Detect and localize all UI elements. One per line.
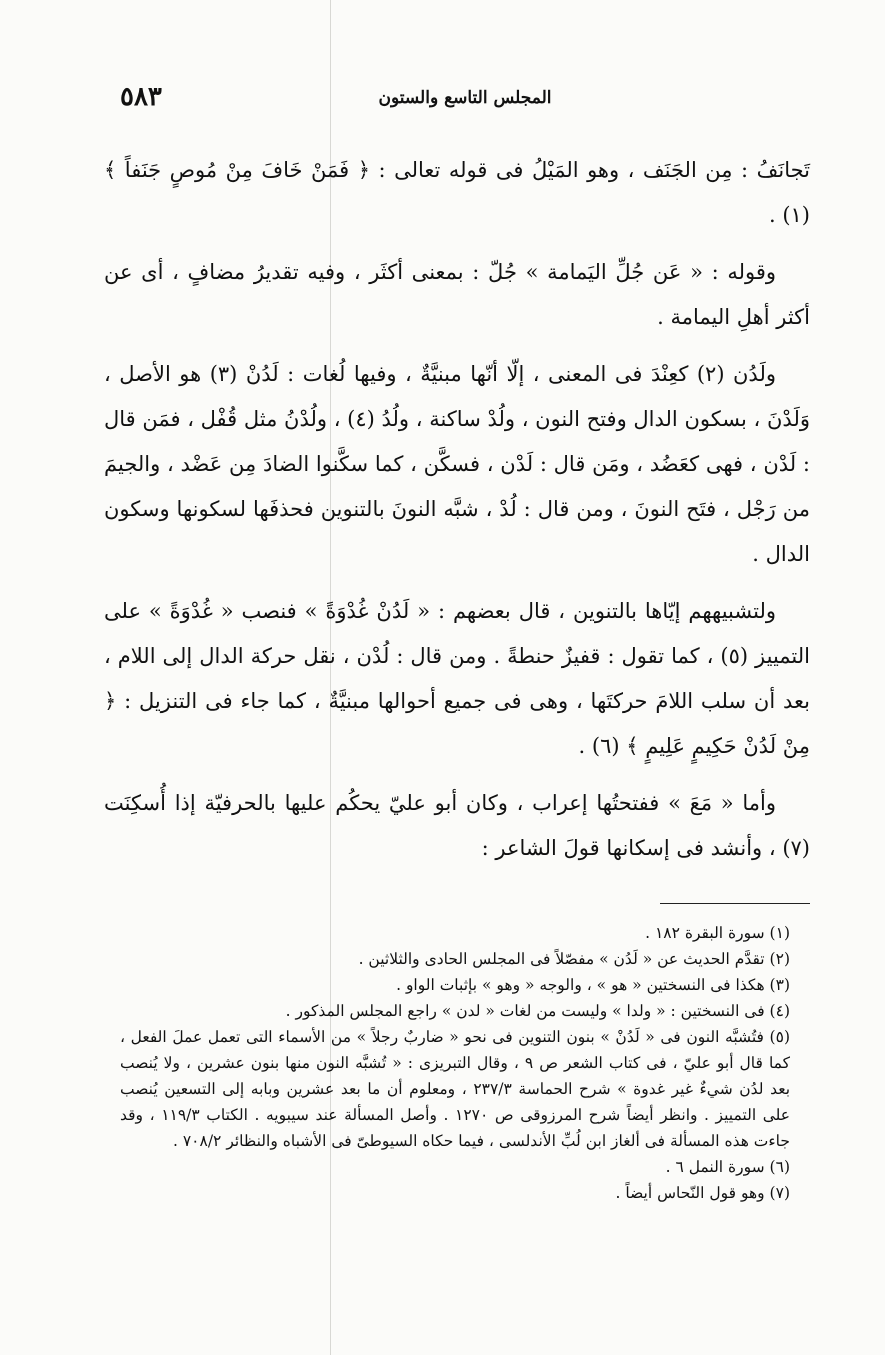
footnote-5: (٥) فتُشبَّه النون فى « لَدُنْ » بنون التنوين فى نحو « ضاربٌ رجلاً » من الأسماء التى تعمل عملَ الفعل ، كما قال أبو عليّ ، فى كتاب الشعر ص ٩ ، وقال التبريزى : « تُشبَّه النون منها بنون عشرين ، ولا يُنصب بعد لدُن شيءٌ غير غدوة » شرح الحماسة ٢٣٧/٣ ، ومعلوم أن ما بعد عشرين وبابه إلى التسعين يُنصب على التمييز . وانظر أيضاً شرح المرزوقى ص ١٢٧٠ . وأصل المسألة عند سيبويه . الكتاب ١١٩/٣ ، وقد جاءت هذه المسألة فى ألغاز ابن لُبِّ الأندلسى ، فيما حكاه السيوطىّ فى الأشباه والنظائر ٧٠٨/٢ .: [120, 1028, 791, 1150]
footnote-6: (٦) سورة النمل ٦ .: [665, 1158, 790, 1176]
page-number: ٥٨٣: [120, 82, 162, 112]
page-header: [120, 82, 810, 118]
footnote-1: (١) سورة البقرة ١٨٢ .: [645, 924, 790, 942]
footnotes: [120, 920, 810, 1206]
paragraph-ladun: ولَدُن (٢) كعِنْدَ فى المعنى ، إلّا أنّها مبنيَّةٌ ، وفيها لُغات : لَدُنْ (٣) هو الأصل ، وَلَدْنَ ، بسكون الدال وفتح النون ، ولُدْ ساكنة ، ولُدُ (٤) ، ولُدْنُ مثل قُفْل ، فمَن قال : لَدْن ، فهى كعَضُد ، ومَن قال : لَدْن ، فسكَّن ، كما سكَّنوا الضادَ مِن عَضْد ، والجيمَ من رَجْل ، فتَح النونَ ، ومن قال : لُدْ ، شبَّه النونَ بالتنوين فحذفَها لسكونها وسكون الدال .: [103, 362, 810, 566]
footnote-3: (٣) هكذا فى النسختين « هو » ، والوجه « وهو » بإثبات الواو .: [396, 976, 790, 994]
footnote-7: (٧) وهو قول النّحاس أيضاً .: [615, 1184, 790, 1202]
paragraph-jull-alyamama: وقوله : « عَن جُلِّ اليَمامة » جُلّ : بمعنى أكثَر ، وفيه تقديرُ مضافٍ ، أى عن أكثر أهلِ اليمامة .: [104, 260, 810, 329]
main-text: [104, 148, 810, 883]
footnote-4: (٤) فى النسختين : « ولدا » وليست من لغات « لدن » راجع المجلس المذكور .: [285, 1002, 790, 1020]
paragraph-tajanaf: تَجانَفُ : مِن الجَنَف ، وهو المَيْلُ فى قوله تعالى : ﴿ فَمَنْ خَافَ مِنْ مُوصٍ جَنَفاً ﴾ (١) .: [104, 158, 810, 227]
paragraph-maa: وأما « مَعَ » ففتحتُها إعراب ، وكان أبو عليّ يحكُم عليها بالحرفيّة إذا أُسكِنَت (٧) ، وأنشد فى إسكانها قولَ الشاعر :: [104, 791, 810, 860]
paragraph-ghudwa: ولتشبيههم إيّاها بالتنوين ، قال بعضهم : « لَدُنْ غُدْوَةً » فنصب « غُدْوَةً » على التمييز (٥) ، كما تقول : قفيزٌ حنطةً . ومن قال : لُدْن ، نقل حركة الدال إلى اللام ، بعد أن سلب اللامَ حركتَها ، وهى فى جميع أحوالها مبنيَّةٌ ، كما جاء فى التنزيل : ﴿ مِنْ لَدُنْ حَكِيمٍ عَلِيمٍ ﴾ (٦) .: [104, 599, 810, 758]
footnote-separator: [660, 903, 810, 904]
running-title: المجلس التاسع والستون: [378, 88, 552, 108]
footnote-2: (٢) تقدَّم الحديث عن « لَدُن » مفصّلاً فى المجلس الحادى والثلاثين .: [358, 950, 790, 968]
